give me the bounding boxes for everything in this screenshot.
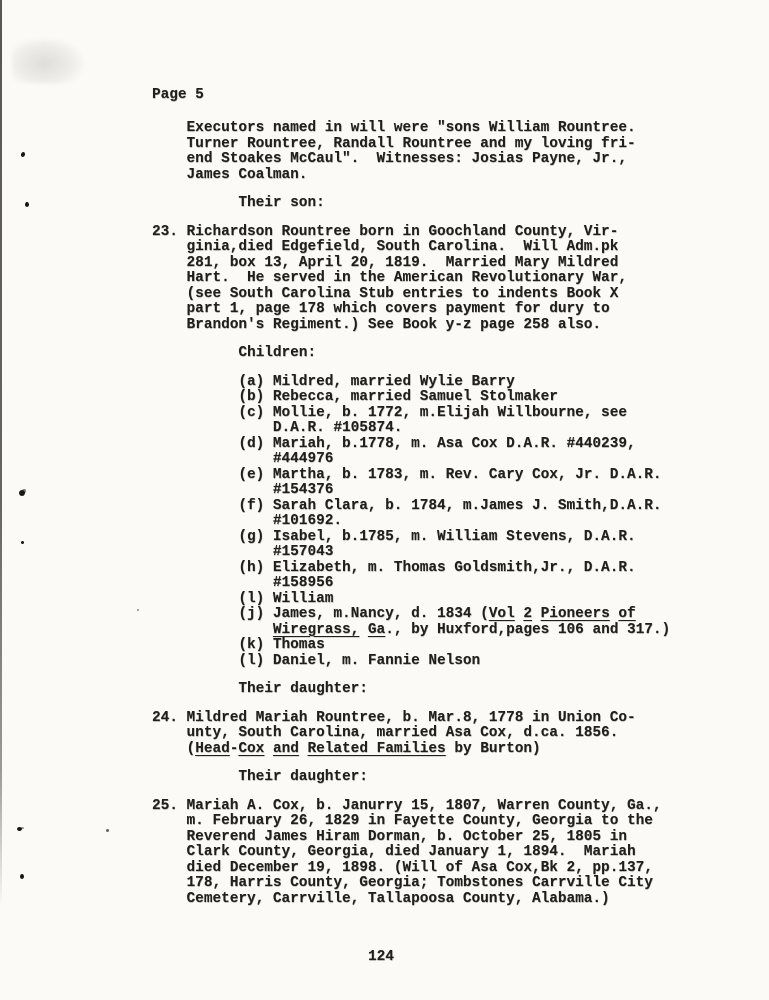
text-segment: (f) Sarah Clara, b. 1784, m.James J. Smith,D.A.R. (152, 497, 662, 514)
text-line (152, 711, 670, 727)
their-daughter-heading-2 (152, 770, 670, 786)
text-line (152, 499, 670, 515)
underlined-text: Vol (488, 606, 515, 622)
text-segment: #158956 (152, 575, 334, 591)
text-line (152, 406, 670, 422)
scan-speck (19, 490, 25, 496)
scan-smudge (12, 38, 84, 84)
text-segment (359, 622, 368, 638)
text-segment: Turner Rountree, Randall Rountree and my loving fri- (152, 135, 636, 152)
text-line (152, 137, 670, 153)
text-line (152, 770, 670, 786)
text-line (152, 623, 670, 639)
text-segment: Cemetery, Carrville, Tallapoosa County, Alabama.) (152, 890, 610, 907)
text-segment: (e) Martha, b. 1783, m. Rev. Cary Cox, Jr. D.A.R. (152, 466, 662, 483)
text-segment: (b) Rebecca, married Samuel Stolmaker (152, 389, 558, 405)
text-line (152, 390, 670, 406)
text-segment (264, 741, 273, 757)
scan-speck (20, 151, 25, 157)
text-line (152, 814, 670, 830)
text-segment: 23. Richardson Rountree born in Goochland County, Vir- (152, 223, 619, 240)
scan-speck (25, 202, 29, 207)
text-segment: ., by Huxford,pages 106 and 317.) (385, 621, 671, 638)
text-line (152, 830, 670, 846)
text-segment: 25. Mariah A. Cox, b. Janurry 15, 1807, Warren County, Ga., (152, 797, 662, 814)
text-segment: Reverend James Hiram Dorman, b. October 25, 1805 in (152, 828, 627, 845)
text-line (152, 799, 670, 815)
text-line (152, 638, 670, 654)
scan-speck (106, 829, 109, 832)
entry-23 (152, 225, 670, 334)
children-heading (152, 346, 670, 362)
text-line (152, 530, 670, 546)
text-segment: (j) James, m.Nancy, d. 1834 ( (152, 606, 489, 622)
page-number: 124 (368, 949, 394, 965)
text-segment: (k) Thomas (152, 637, 325, 653)
text-segment (152, 622, 273, 638)
text-line (152, 483, 670, 499)
their-son-heading (152, 196, 670, 212)
text-line (152, 240, 670, 256)
text-line (152, 514, 670, 530)
text-line (152, 302, 670, 318)
underlined-text: Head (195, 740, 230, 757)
text-line (152, 452, 670, 468)
children-list (152, 375, 670, 670)
text-segment: died December 19, 1898. (Will of Asa Cox,Bk 2, pp.137, (152, 859, 653, 876)
text-segment: (h) Elizabeth, m. Thomas Goldsmith,Jr., D.A.R. (152, 559, 636, 576)
executors-paragraph (152, 121, 670, 183)
text-segment: Clark County, Georgia, died January 1, 1894. Mariah (152, 844, 636, 860)
text-line (152, 196, 670, 212)
text-segment: ginia,died Edgefield, South Carolina. Will Adm.pk (152, 239, 619, 255)
text-line (152, 121, 670, 137)
entry-24 (152, 711, 670, 758)
text-line (152, 168, 670, 184)
text-segment: - (229, 740, 239, 757)
underlined-text: of (618, 606, 636, 622)
text-line (152, 545, 670, 561)
text-line (152, 861, 670, 877)
text-line (152, 845, 670, 861)
text-segment: m. February 26, 1829 in Fayette County, Georgia to the (152, 813, 653, 829)
page-header: Page 5 (152, 87, 204, 103)
text-segment: #157043 (152, 544, 334, 560)
text-line (152, 726, 670, 742)
text-segment: D.A.R. #105874. (152, 420, 403, 436)
text-line (152, 421, 670, 437)
text-line (152, 654, 670, 670)
text-segment: #101692. (152, 513, 342, 529)
text-segment: (g) Isabel, b.1785, m. William Stevens, D.A.R. (152, 528, 636, 545)
underlined-text: Wiregrass, (272, 621, 360, 638)
scan-speck (20, 874, 24, 879)
scan-speck (17, 827, 22, 831)
text-segment: (d) Mariah, b.1778, m. Asa Cox D.A.R. #440239, (152, 435, 636, 452)
text-segment: Executors named in will were "sons William Rountree. (152, 120, 636, 136)
text-segment: end Stoakes McCaul". Witnesses: Josias Payne, Jr., (152, 151, 627, 167)
text-segment: ( (152, 740, 196, 757)
text-segment: (a) Mildred, married Wylie Barry (152, 373, 515, 390)
text-line (152, 287, 670, 303)
text-line (152, 742, 670, 758)
text-segment: 178, Harris County, Georgia; Tombstones Carrville City (152, 875, 653, 891)
text-segment (532, 606, 541, 622)
text-line (152, 468, 670, 484)
scan-speck (137, 609, 139, 611)
text-line (152, 576, 670, 592)
text-segment: Children: (152, 345, 317, 361)
their-daughter-heading-1 (152, 682, 670, 698)
text-segment: 24. Mildred Mariah Rountree, b. Mar.8, 1778 in Union Co- (152, 709, 636, 726)
text-line (152, 225, 670, 241)
text-line (152, 592, 670, 608)
text-segment: (c) Mollie, b. 1772, m.Elijah Willbourne, see (152, 404, 627, 421)
text-segment: part 1, page 178 which covers payment for dury to (152, 301, 610, 317)
text-segment: Brandon's Regiment.) See Book y-z page 258 also. (152, 316, 602, 333)
underlined-text: 2 (523, 606, 532, 622)
entry-25 (152, 799, 670, 908)
text-segment: Their daughter: (152, 681, 368, 697)
text-segment: Their daughter: (152, 769, 368, 785)
text-line (152, 876, 670, 892)
underlined-text: Related Families (307, 740, 446, 757)
underlined-text: Cox (238, 740, 265, 757)
text-segment: #444976 (152, 451, 334, 467)
text-line (152, 318, 670, 334)
text-line (152, 256, 670, 272)
text-segment: #154376 (152, 482, 334, 498)
text-line (152, 346, 670, 362)
text-segment: by Burton) (445, 740, 541, 757)
document-body (152, 121, 670, 907)
text-line (152, 375, 670, 391)
scan-edge-artifact (0, 0, 2, 908)
text-segment: Hart. He served in the American Revolutionary War, (152, 270, 627, 286)
text-segment: Their son: (152, 195, 325, 211)
text-segment: (l) Daniel, m. Fannie Nelson (152, 652, 481, 669)
text-segment: (see South Carolina Stub entries to indents Book X (152, 285, 619, 302)
underlined-text: Ga (367, 621, 386, 638)
text-line (152, 437, 670, 453)
underlined-text: and (272, 740, 299, 757)
text-segment: unty, South Carolina, married Asa Cox, d.ca. 1856. (152, 725, 619, 741)
text-line (152, 607, 670, 623)
text-line (152, 682, 670, 698)
text-segment: 281, box 13, April 20, 1819. Married Mary Mildred (152, 254, 619, 271)
text-line (152, 152, 670, 168)
scan-speck (21, 541, 24, 544)
text-line (152, 892, 670, 908)
text-line (152, 271, 670, 287)
text-segment: (l) William (152, 590, 334, 607)
text-segment: James Coalman. (152, 166, 308, 183)
text-segment (299, 741, 308, 757)
underlined-text: Pioneers (540, 606, 610, 622)
text-line (152, 561, 670, 577)
